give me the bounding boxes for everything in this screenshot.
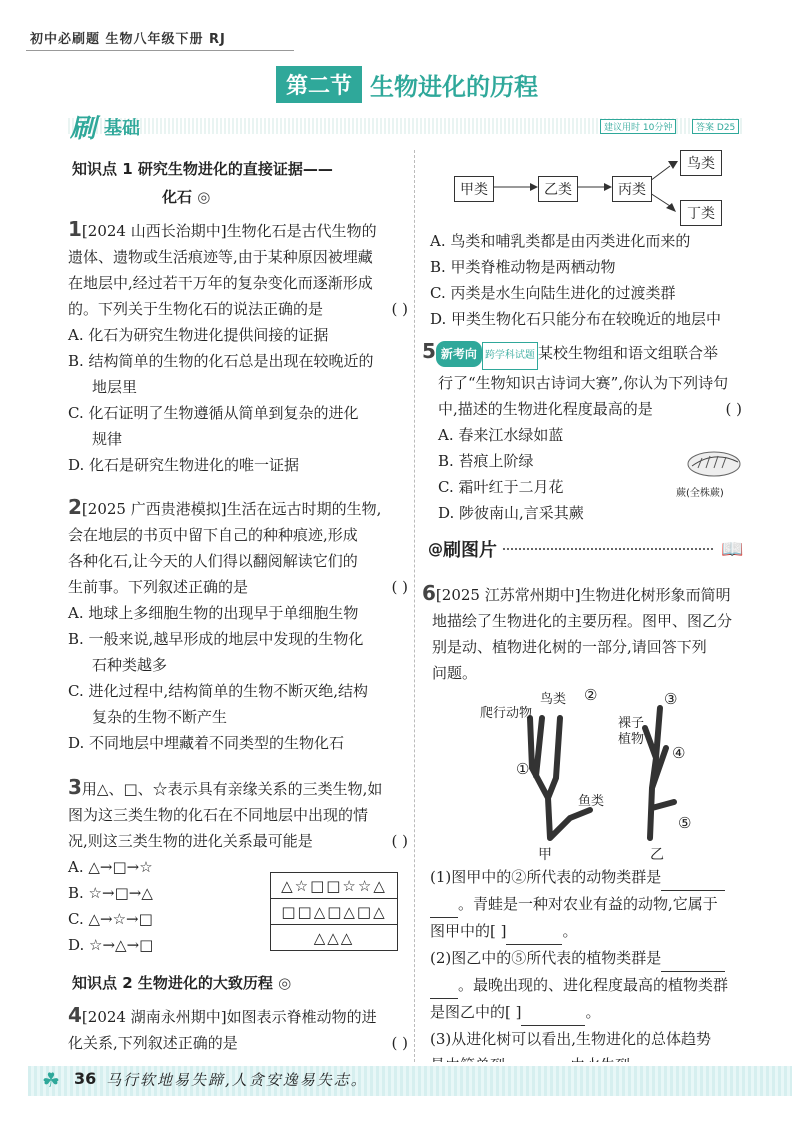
q1-paren: ( ) (391, 300, 408, 318)
q2-option-a[interactable]: A. 地球上多细胞生物的出现早于单细胞生物 (68, 604, 359, 622)
q5-line1: 某校生物组和语文组联合举 (537, 344, 718, 362)
q1-line4: 的。下列关于生物化石的说法正确的是 (68, 300, 324, 318)
s1-line2: 。青蛙是一种对农业有益的动物,它属于 (458, 895, 718, 913)
answer-page: 答案 D25 (692, 119, 739, 134)
q3-option-c[interactable]: C. △→☆→□ (68, 910, 153, 928)
q6-line2: 地描绘了生物进化的主要历程。图甲、图乙分 (432, 612, 733, 630)
header-rule (26, 50, 294, 51)
label-2: ② (584, 686, 598, 704)
q2-line1: [2025 广西贵港模拟]生活在远古时期的生物, (81, 500, 382, 518)
s1-line1: (1)图甲中的②所代表的动物类群是 (430, 868, 662, 886)
footer-motto: 马行软地易失蹄,人贪安逸易失志。 (106, 1071, 368, 1089)
node-jia: 甲类 (454, 176, 494, 202)
node-ding: 丁类 (680, 200, 722, 226)
question-4 (68, 1002, 408, 1056)
q1-line2: 遗体、遗物或生活痕迹等,由于某种原因被埋藏 (68, 248, 373, 266)
s2-blank-1[interactable] (661, 945, 725, 972)
label-3: ③ (664, 690, 678, 708)
label-yi: 乙 (650, 847, 664, 863)
kp1-title: 知识点 1 研究生物进化的直接证据—— (72, 160, 333, 178)
question-6 (422, 580, 762, 686)
q5-option-d[interactable]: D. 陟彼南山,言采其蕨 (438, 504, 584, 522)
label-4: ④ (672, 744, 686, 762)
s2-line2: 。最晚出现的、进化程度最高的植物类群 (458, 976, 729, 994)
book-header: 初中必刷题 生物八年级下册 RJ (30, 32, 226, 47)
q5-line2: 行了“生物知识古诗词大赛”,你认为下列诗句 (438, 374, 729, 392)
node-yi: 乙类 (538, 176, 578, 202)
s3-line1: (3)从进化树可以看出,生物进化的总体趋势 (430, 1030, 712, 1048)
stratum-top: △☆□□☆☆△ (271, 873, 397, 899)
question-2 (68, 494, 408, 756)
q3-option-d[interactable]: D. ☆→△→□ (68, 936, 154, 954)
s1-line3: 图甲中的[ ] (430, 922, 507, 940)
label-reptile: 爬行动物 (480, 706, 533, 721)
page-number: 36 (74, 1069, 97, 1088)
q2-option-b-cont: 石种类越多 (92, 656, 168, 674)
label-bird: 鸟类 (540, 692, 567, 707)
q1-option-c[interactable]: C. 化石证明了生物遵循从简单到复杂的进化 (68, 404, 359, 422)
q2-line4: 生前事。下列叙述正确的是 (68, 578, 249, 596)
node-bird: 鸟类 (680, 150, 722, 176)
label-gymno-1: 裸子 (618, 716, 645, 731)
section-number: 第二节 (276, 66, 362, 103)
cross-subject-badge: 跨学科试题 (482, 342, 538, 370)
kp1-title-2: 化石 ◎ (162, 188, 211, 206)
q2-number: 2 (68, 495, 82, 519)
q4-line2: 化关系,下列叙述正确的是 (68, 1034, 238, 1052)
target-icon: ◎ (278, 974, 292, 992)
q4-option-a[interactable]: A. 鸟类和哺乳类都是由丙类进化而来的 (430, 232, 691, 250)
q5-option-b[interactable]: B. 苔痕上阶绿 (438, 452, 534, 470)
q1-option-c-cont: 规律 (92, 430, 123, 448)
section-name: 生物进化的历程 (370, 71, 539, 101)
suggested-time: 建议用时 10分钟 (600, 119, 676, 134)
q1-option-a[interactable]: A. 化石为研究生物进化提供间接的证据 (68, 326, 329, 344)
s2-line3: 是图乙中的[ ] (430, 1003, 522, 1021)
section-title (276, 68, 538, 100)
s2-line1: (2)图乙中的⑤所代表的植物类群是 (430, 949, 662, 967)
q5-number: 5 (422, 339, 436, 363)
label-jia: 甲 (538, 847, 552, 863)
q1-line1: [2024 山西长治期中]生物化石是古代生物的 (81, 222, 377, 240)
q1-option-b-cont: 地层里 (92, 378, 138, 396)
q1-line3: 在地层中,经过若干万年的复杂变化而逐渐形成 (68, 274, 373, 292)
q2-option-b[interactable]: B. 一般来说,越早形成的地层中发现的生物化 (68, 630, 364, 648)
q2-line3: 各种化石,让今天的人们得以翻阅解读它们的 (68, 552, 358, 570)
q4-line1: [2024 湖南永州期中]如图表示脊椎动物的进 (81, 1008, 377, 1026)
q4-option-b[interactable]: B. 甲类脊椎动物是两栖动物 (430, 258, 616, 276)
q2-option-c[interactable]: C. 进化过程中,结构简单的生物不断灭绝,结构 (68, 682, 369, 700)
q6-subquestions: (1)图甲中的②所代表的动物类群是 。青蛙是一种对农业有益的动物,它属于 图甲中的[ ] 。 (2)图乙中的⑤所代表的植物类群是 。最晚出现的、进化程度最高的植物类群 是图乙中的[ ] 。 (3)从进化树可以看出,生物进化的总体趋势 (430, 864, 760, 1079)
fern-caption: 蕨(全株蕨) (676, 488, 724, 499)
stratum-bottom: △△△ (313, 928, 355, 947)
stratum-middle: □□△□△□△ (271, 899, 397, 925)
q4-paren: ( ) (391, 1034, 408, 1052)
q1-number: 1 (68, 217, 82, 241)
q2-paren: ( ) (391, 578, 408, 596)
new-direction-badge: 新考向 (436, 341, 482, 367)
fern-illustration (684, 444, 748, 484)
q2-option-d[interactable]: D. 不同地层中埋藏着不同类型的生物化石 (68, 734, 345, 752)
q6-line3: 别是动、植物进化树的一部分,请回答下列 (432, 638, 707, 656)
q3-number: 3 (68, 775, 82, 799)
node-bing: 丙类 (612, 176, 652, 202)
banner-label: 基础 (104, 118, 140, 139)
q3-line2: 图为这三类生物的化石在不同地层中出现的情 (68, 806, 369, 824)
s1-blank-2[interactable] (506, 918, 562, 945)
q5-option-a[interactable]: A. 春来江水绿如蓝 (438, 426, 564, 444)
q3-line1: 用△、□、☆表示具有亲缘关系的三类生物,如 (81, 780, 383, 798)
book-icon: 📖 (721, 538, 744, 560)
q5-option-c[interactable]: C. 霜叶红于二月花 (438, 478, 564, 496)
strata-diagram (270, 872, 398, 951)
column-divider (414, 150, 415, 1062)
q5-line3: 中,描述的生物进化程度最高的是 (438, 400, 653, 418)
label-1: ① (516, 760, 530, 778)
pics-icon: @ (428, 540, 443, 558)
pics-title: 刷图片 (443, 540, 497, 561)
s1-blank-1-cont[interactable] (430, 891, 458, 918)
q2-line2: 会在地层的书页中留下自己的种种痕迹,形成 (68, 526, 358, 544)
label-fish: 鱼类 (578, 794, 605, 809)
q4-options (430, 228, 760, 332)
q3-paren: ( ) (391, 832, 408, 850)
dotted-leader (503, 548, 713, 550)
s2-blank-1-cont[interactable] (430, 972, 458, 999)
footer-logo-icon: ☘ (42, 1068, 60, 1092)
q4-option-c[interactable]: C. 丙类是水生向陆生进化的过渡类群 (430, 284, 676, 302)
q3-option-b[interactable]: B. ☆→□→△ (68, 884, 153, 902)
q1-option-d[interactable]: D. 化石是研究生物进化的唯一证据 (68, 456, 300, 474)
q5-paren: ( ) (725, 400, 742, 418)
q6-line4: 问题。 (432, 664, 478, 682)
label-gymno-2: 植物 (618, 732, 645, 747)
kp2-title: 知识点 2 生物进化的大致历程 ◎ (72, 974, 292, 992)
q6-line1: [2025 江苏常州期中]生物进化树形象而简明 (435, 586, 731, 604)
s1-blank-1[interactable] (661, 864, 725, 891)
q6-number: 6 (422, 581, 436, 605)
q1-option-b[interactable]: B. 结构简单的生物的化石总是出现在较晚近的 (68, 352, 374, 370)
q4-number: 4 (68, 1003, 82, 1027)
q3-option-a[interactable]: A. △→□→☆ (68, 858, 153, 876)
q4-option-d[interactable]: D. 甲类生物化石只能分布在较晚近的地层中 (430, 310, 722, 328)
q2-option-c-cont: 复杂的生物不断产生 (92, 708, 228, 726)
banner-shua: 刷 (70, 114, 97, 144)
label-5: ⑤ (678, 814, 692, 832)
pics-header (428, 536, 743, 562)
s2-blank-2[interactable] (521, 999, 585, 1026)
target-icon: ◎ (197, 188, 211, 206)
q3-line3: 况,则这三类生物的进化关系最可能是 (68, 832, 313, 850)
question-1 (68, 216, 408, 478)
